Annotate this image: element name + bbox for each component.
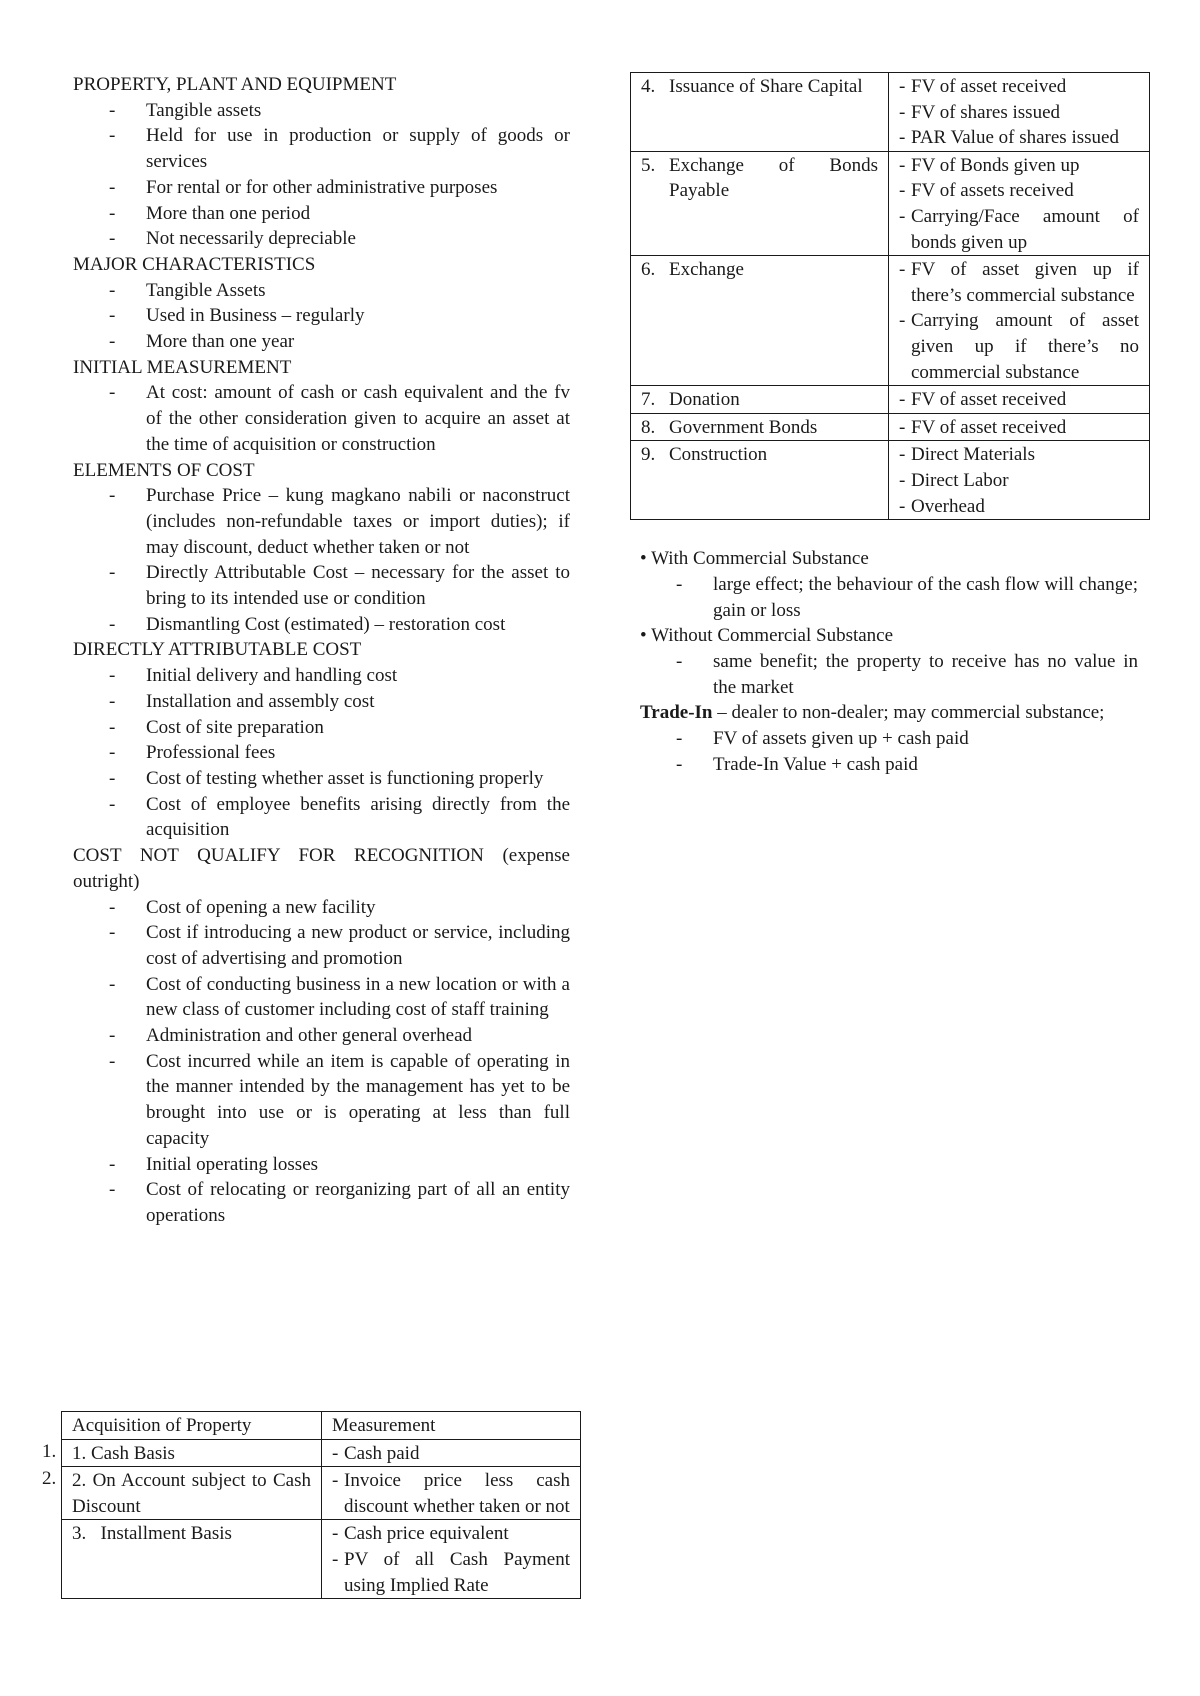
method-cell: 8. Government Bonds — [631, 413, 889, 441]
without-substance-heading: • Without Commercial Substance — [640, 625, 894, 647]
bullet-list — [640, 572, 1138, 623]
measure-item: - Direct Labor — [899, 469, 1009, 491]
measure-item: - FV of asset given up if there’s commercial substance — [899, 259, 1139, 306]
table-row — [631, 73, 1150, 152]
method-label: Government Bonds — [669, 416, 818, 438]
method-cell: 9. Construction — [631, 441, 889, 520]
list-item: - More than one period — [109, 202, 311, 224]
section-heading: COST NOT QUALIFY FOR RECOGNITION (expense outright) — [73, 845, 570, 892]
bullet-list — [73, 98, 570, 252]
acquisition-label: 2. On Account subject to Cash Discount — [62, 1467, 322, 1520]
acquisition-table — [61, 1411, 581, 1599]
right-column — [630, 72, 1150, 777]
list-item: - Cost of employee benefits arising directly from the acquisition — [109, 793, 570, 841]
list-item: - Cost if introducing a new product or service, including cost of advertising and promotion — [109, 922, 570, 969]
list-item: - Professional fees — [109, 742, 276, 764]
section-directly-attributable-cost — [73, 637, 570, 843]
method-cell: 6. Exchange — [631, 256, 889, 386]
list-item: - large effect; the behaviour of the cash flow will change; gain or loss — [676, 573, 1138, 621]
measurement-cell — [322, 1520, 581, 1599]
method-cell: 5. Exchange of Bonds Payable — [631, 151, 889, 255]
acquisition-label: 1. Cash Basis — [62, 1439, 322, 1467]
measurement-cell — [889, 151, 1150, 255]
list-item: - Cost of site preparation — [109, 716, 324, 738]
list-item: - Tangible assets — [109, 99, 262, 121]
with-substance-heading: • With Commercial Substance — [640, 548, 869, 570]
table-row — [62, 1439, 581, 1467]
list-item: - Tangible Assets — [109, 279, 266, 301]
list-item: - Cost of opening a new facility — [109, 896, 376, 918]
measure-item: - FV of asset received — [899, 76, 1067, 97]
table-header-row — [62, 1412, 581, 1440]
bullet-list — [640, 726, 1138, 777]
section-heading: INITIAL MEASUREMENT — [73, 356, 292, 378]
measurement-cell — [322, 1467, 581, 1520]
left-column — [73, 72, 570, 1229]
section-major-characteristics — [73, 252, 570, 355]
measure-item: - FV of shares issued — [899, 101, 1061, 123]
measure-item: - Direct Materials — [899, 444, 1035, 466]
list-item: - For rental or for other administrative purposes — [109, 176, 498, 198]
table-row — [631, 151, 1150, 255]
list-item: - Held for use in production or supply of goods or services — [109, 125, 570, 173]
measure-item: - Carrying amount of asset given up if there’s no commercial substance — [899, 310, 1139, 383]
measurement-cell — [889, 441, 1150, 520]
method-cell: 4. Issuance of Share Capital — [631, 73, 889, 152]
list-item: - Administration and other general overhead — [109, 1025, 473, 1047]
measurement-cell — [322, 1439, 581, 1467]
list-item: - FV of assets given up + cash paid — [676, 728, 969, 750]
acquisition-methods-table — [630, 72, 1150, 520]
list-item: - At cost: amount of cash or cash equivalent and the fv of the other consideration given to acquire an asset at the time of acquisition or construction — [109, 382, 570, 455]
row-marker: 1. — [42, 1441, 57, 1462]
list-item: - Cost of testing whether asset is functioning properly — [109, 767, 544, 789]
list-item: - Used in Business – regularly — [109, 305, 365, 327]
list-item: - Initial operating losses — [109, 1153, 319, 1175]
bullet-list — [73, 380, 570, 457]
list-item: - Installation and assembly cost — [109, 690, 375, 712]
section-ppe — [73, 72, 570, 252]
table-header-cell: Measurement — [322, 1412, 581, 1440]
list-item: - More than one year — [109, 331, 295, 353]
table-row — [631, 256, 1150, 386]
list-item: - Cost of conducting business in a new location or with a new class of customer including cost of staff training — [109, 973, 570, 1021]
trade-in-definition: Trade-In – dealer to non-dealer; may commercial substance; — [640, 702, 1105, 724]
list-item: - same benefit; the property to receive has no value in the market — [676, 650, 1138, 698]
method-label: Exchange of Bonds Payable — [669, 154, 878, 202]
table-row — [62, 1467, 581, 1520]
measure-item: - FV of asset received — [899, 389, 1067, 411]
list-item: - Cost incurred while an item is capable of operating in the manner intended by the management has yet to be brought into use or is operating at less than full capacity — [109, 1050, 570, 1149]
measure-item: - Invoice price less cash discount whether taken or not — [332, 1470, 570, 1517]
list-item: - Purchase Price – kung magkano nabili or naconstruct (includes non-refundable taxes or import duties); if may discount, deduct whether taken or not — [109, 485, 570, 558]
method-label: Exchange — [669, 259, 744, 281]
method-label: Construction — [669, 444, 768, 466]
list-item: - Not necessarily depreciable — [109, 228, 356, 250]
section-cost-not-qualify — [73, 843, 570, 1229]
bullet-list — [73, 895, 570, 1229]
measure-item: - Cash price equivalent — [332, 1523, 509, 1545]
section-heading: DIRECTLY ATTRIBUTABLE COST — [73, 639, 362, 661]
measurement-cell — [889, 413, 1150, 441]
measure-item: - PV of all Cash Payment using Implied Rate — [332, 1548, 570, 1596]
table-row — [631, 441, 1150, 520]
bullet-list — [73, 483, 570, 637]
list-item: - Trade-In Value + cash paid — [676, 753, 918, 775]
measure-item: - PAR Value of shares issued — [899, 127, 1119, 149]
measure-item: - FV of assets received — [899, 180, 1074, 202]
method-label: Donation — [669, 389, 740, 411]
acquisition-label: 3. Installment Basis — [62, 1520, 322, 1599]
list-item: - Dismantling Cost (estimated) – restoration cost — [109, 613, 506, 635]
section-heading: ELEMENTS OF COST — [73, 459, 255, 481]
measure-item: - Cash paid — [332, 1442, 420, 1464]
measurement-cell — [889, 256, 1150, 386]
measurement-cell — [889, 386, 1150, 414]
method-label: Issuance of Share Capital — [669, 76, 863, 97]
list-item: - Initial delivery and handling cost — [109, 665, 398, 687]
measure-item: - Overhead — [899, 495, 985, 517]
table-header-cell: Acquisition of Property — [62, 1412, 322, 1440]
measure-item: - Carrying/Face amount of bonds given up — [899, 205, 1139, 253]
bullet-list — [73, 663, 570, 843]
list-item: - Directly Attributable Cost – necessary for the asset to bring to its intended use or condition — [109, 562, 570, 610]
acquisition-table-wrap — [61, 1411, 581, 1599]
section-elements-of-cost — [73, 458, 570, 638]
bullet-list — [640, 649, 1138, 700]
list-item: - Cost of relocating or reorganizing part of all an entity operations — [109, 1179, 570, 1226]
measure-item: - FV of asset received — [899, 416, 1067, 438]
section-initial-measurement — [73, 355, 570, 458]
table-row — [631, 386, 1150, 414]
row-marker: 2. — [42, 1468, 57, 1489]
commercial-substance-notes — [630, 546, 1150, 777]
trade-in-term: Trade-In — [640, 702, 713, 724]
bullet-list — [73, 278, 570, 355]
section-heading: PROPERTY, PLANT AND EQUIPMENT — [73, 74, 397, 95]
table-row — [62, 1520, 581, 1599]
table-row — [631, 413, 1150, 441]
measurement-cell — [889, 73, 1150, 152]
section-heading: MAJOR CHARACTERISTICS — [73, 253, 316, 275]
measure-item: - FV of Bonds given up — [899, 154, 1080, 176]
method-cell: 7. Donation — [631, 386, 889, 414]
